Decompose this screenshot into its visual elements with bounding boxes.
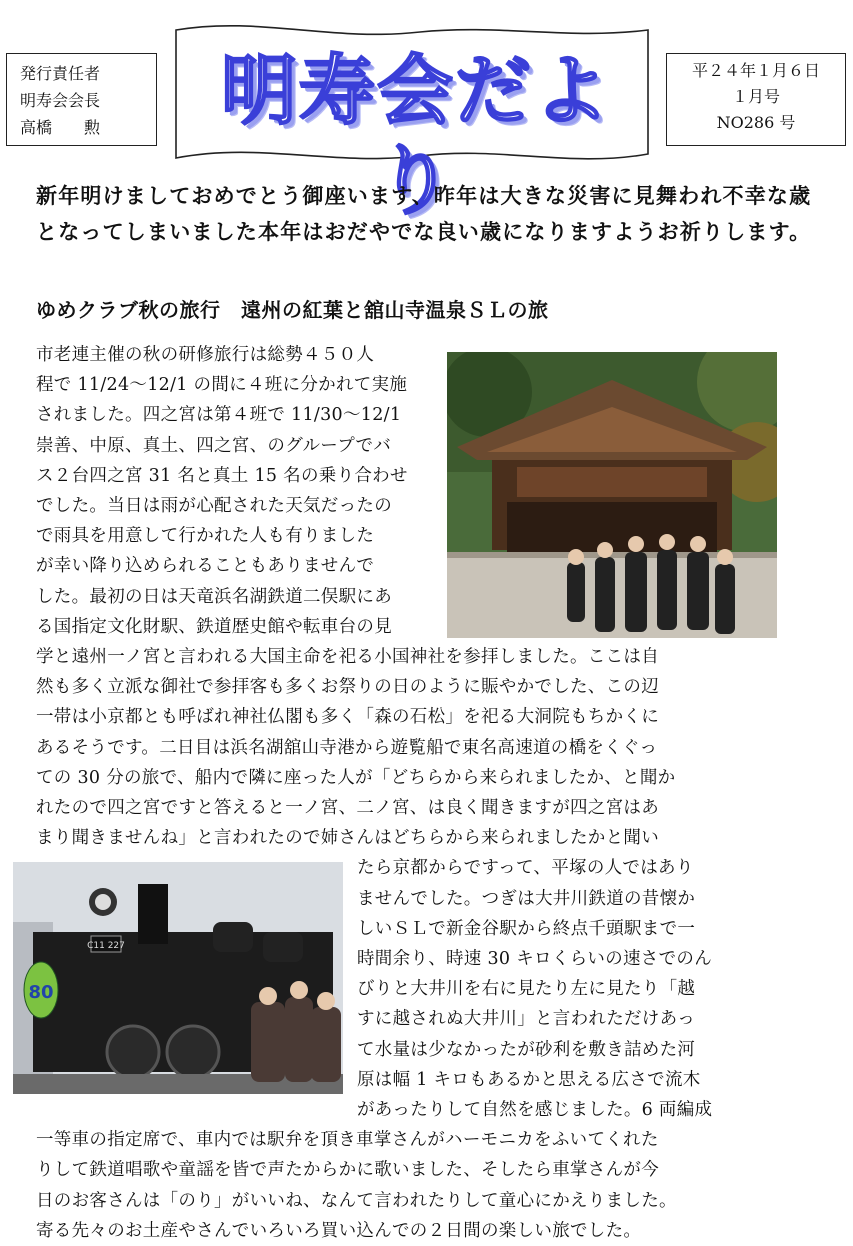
issue-box (666, 53, 846, 146)
article-line: すに越されぬ大井川」と言われただけあっ (357, 1009, 696, 1030)
article-line: 一帯は小京都とも呼ばれ神社仏閣も多く「森の石松」を祀る大洞院もちかくに (36, 707, 659, 728)
article-line: る国指定文化財駅、鉄道歴史館や転車台の見 (36, 616, 392, 637)
article-line: 日のお客さんは「のり」がいいね、なんて言われたりして童心にかえりました。 (36, 1190, 677, 1211)
anniversary-badge: 80 (28, 982, 54, 1003)
publisher-box (6, 53, 157, 146)
article-line: 学と遠州一ノ宮と言われる大国主命を祀る小国神社を参拝しました。ここは自 (36, 647, 659, 667)
article-line: が幸い降り込められることもありませんで (36, 556, 375, 577)
article-title: ゆめクラブ秋の旅行 遠州の紅葉と舘山寺温泉ＳＬの旅 (36, 298, 549, 322)
article-line: しいＳＬで新金谷駅から終点千頭駅まで一 (357, 918, 696, 939)
article-line: した。最初の日は天竜浜名湖鉄道二俣駅にあ (36, 586, 392, 607)
article-line: りして鉄道唱歌や童謡を皆で声たからかに歌いました、そしたら車掌さんが今 (36, 1160, 659, 1181)
article-line: があったりして自然を感じました。6 両編成 (357, 1100, 713, 1120)
issue-date: 平２４年１月６日 (691, 61, 820, 80)
article-line: 崇善、中原、真土、四之宮、のグループでバ (36, 435, 392, 456)
article-line: ませんでした。つぎは大井川鉄道の昔懐か (357, 888, 696, 909)
article-line: びりと大井川を右に見たり左に見たり「越 (357, 979, 696, 1000)
publisher-org: 明寿会会長 (20, 91, 101, 110)
article-line: あるそうです。二日目は浜名湖舘山寺港から遊覧船で東名高速道の橋をくぐっ (36, 737, 658, 758)
article-line: れたので四之宮ですと答えると一ノ宮、二ノ宮、は良く聞きますが四之宮はあ (36, 798, 659, 818)
article-line: で雨具を用意して行かれた人も有りました (36, 526, 375, 547)
new-year-greeting: 新年明けましておめでとう御座います、昨年は大きな災害に見舞われ不幸な歳となってしまいました本年はおだやでな良い歳になりますようお祈りします。 (36, 184, 812, 244)
publisher-role: 発行責任者 (20, 64, 101, 83)
newsletter-title: 明寿会だより (221, 46, 611, 225)
article-line: て水量は少なかったが砂利を敷き詰めた河 (357, 1039, 696, 1060)
publisher-name: 高橋 勲 (20, 118, 101, 137)
article-line: たら京都からですって、平塚の人ではあり (357, 858, 694, 879)
article-line: まり聞きませんね」と言われたので姉さんはどちらから来られましたかと聞い (36, 828, 659, 849)
article-line: 時間余り、時速 30 キロくらいの速さでのん (357, 949, 712, 969)
article-line: 然も多く立派な御社で参拝客も多くお祭りの日のように賑やかでした、この辺 (36, 677, 659, 698)
issue-number: NO286 号 (716, 113, 796, 132)
article-line: でした。当日は雨が心配された天気だったの (36, 496, 392, 516)
article-line: ての 30 分の旅で、船内で隣に座った人が「どちらから来られましたか、と聞か (36, 767, 676, 788)
shrine-photo (447, 352, 777, 638)
steam-locomotive-photo (13, 862, 343, 1094)
article-line: 程で 11/24～12/1 の間に４班に分かれて実施 (36, 375, 408, 396)
issue-month: １月号 (731, 87, 780, 106)
article-line: ス２台四之宮 31 名と真土 15 名の乗り合わせ (36, 465, 408, 486)
article-line: 市老連主催の秋の研修旅行は総勢４５０人 (36, 345, 375, 365)
article-line: 寄る先々のお土産やさんでいろいろ買い込んでの２日間の楽しい旅でした。 (36, 1220, 642, 1241)
locomotive-plate: C11 227 (87, 941, 125, 951)
article-line: 原は幅 1 キロもあるかと思える広さで流木 (357, 1069, 701, 1090)
article-line: されました。四之宮は第４班で 11/30～12/1 (36, 405, 402, 426)
article-line: 一等車の指定席で、車内では駅弁を頂き車掌さんがハーモニカをふいてくれた (36, 1130, 659, 1151)
